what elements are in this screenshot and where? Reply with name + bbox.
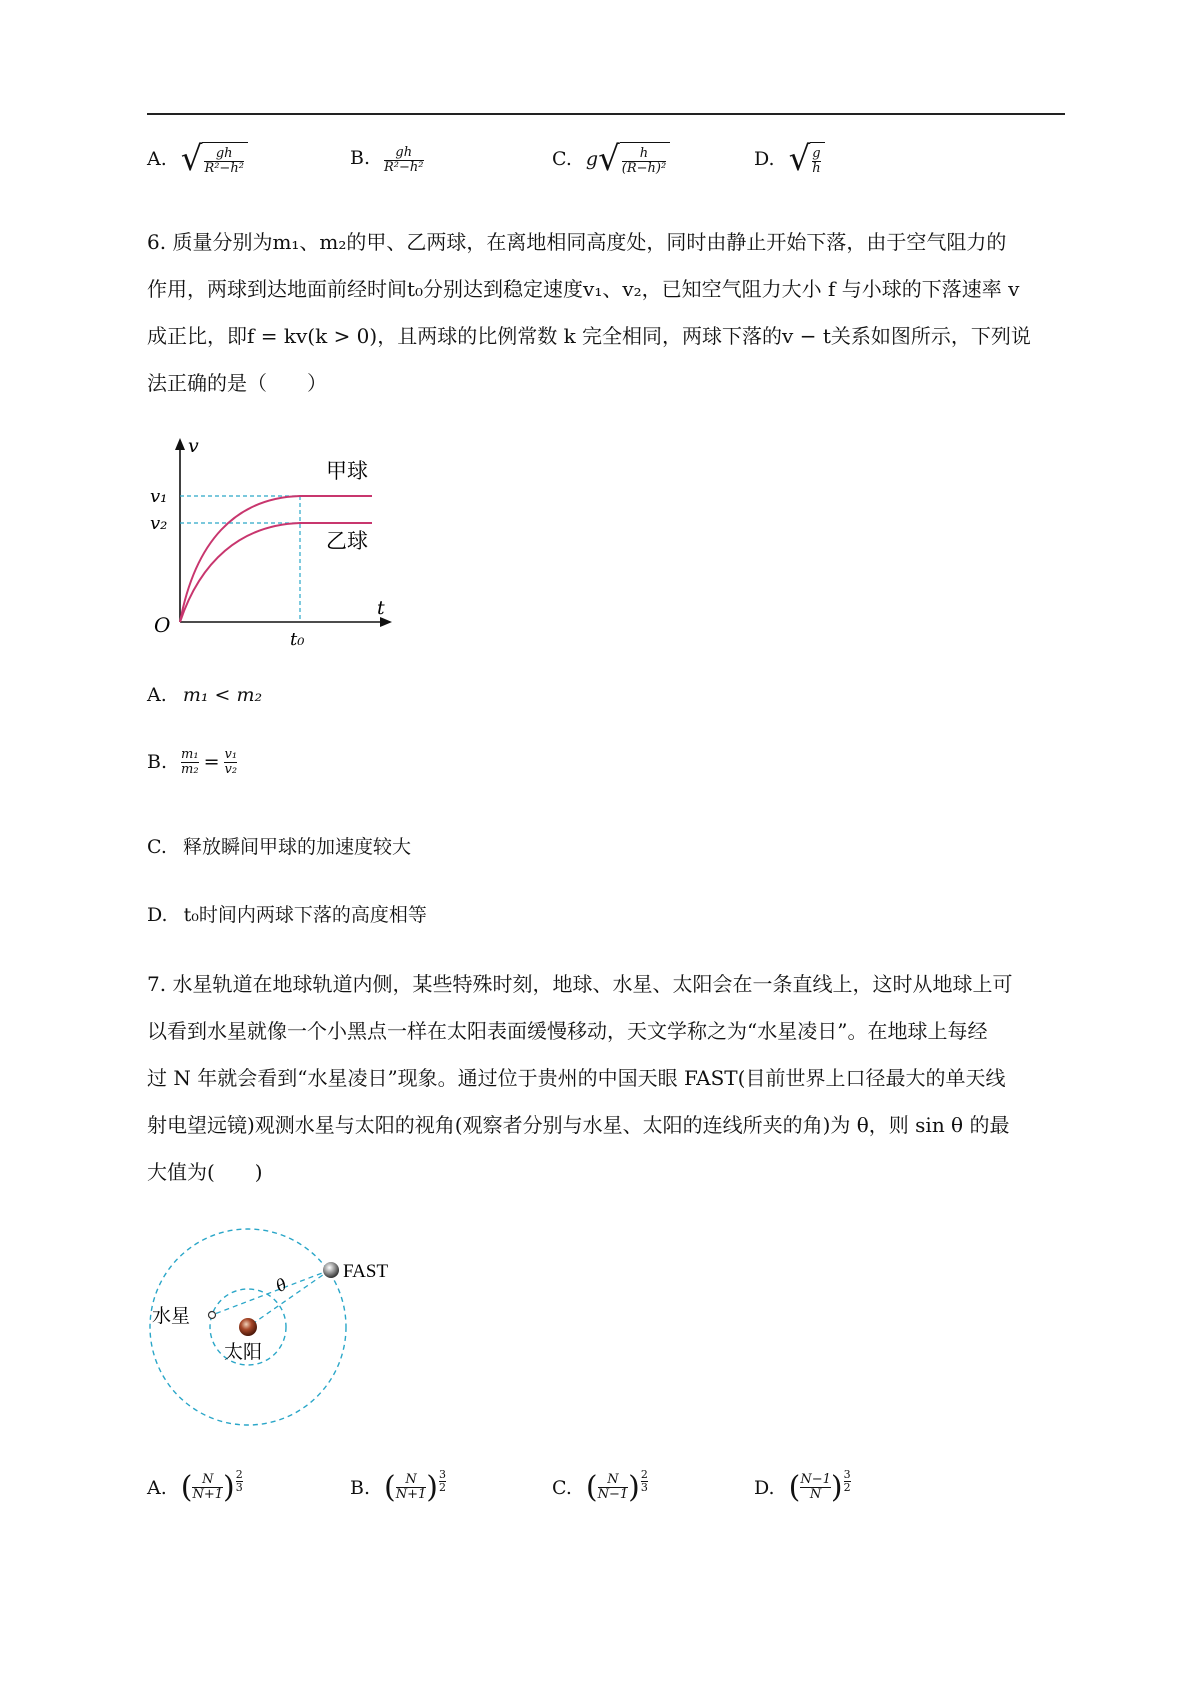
sqrt-expression: √ g h xyxy=(789,142,825,176)
q5-option-b[interactable] xyxy=(350,142,424,174)
q7-option-b[interactable]: B. ( N N+1 ) 3 2 xyxy=(350,1468,446,1505)
q5-option-d[interactable] xyxy=(754,139,825,179)
numerator: m₁ xyxy=(181,747,199,762)
q7-options xyxy=(147,1470,1065,1530)
option-label: A. xyxy=(147,684,167,706)
mercury-icon xyxy=(209,1312,216,1319)
option-label: C. xyxy=(552,1476,572,1499)
sqrt-expression: √ h (R−h)² xyxy=(598,142,670,176)
q6-vt-graph xyxy=(140,432,400,652)
q7-orbit-figure xyxy=(140,1220,420,1440)
option-label: B. xyxy=(350,147,371,170)
q7-line-5: 大值为( ) xyxy=(147,1160,263,1184)
option-text: t₀时间内两球下落的高度相等 xyxy=(183,904,427,926)
q7-line-4: 射电望远镜)观测水星与太阳的视角(观察者分别与水星、太阳的连线所夹的角)为 θ，则 sin θ 的最 xyxy=(147,1113,1010,1137)
denominator: m₂ xyxy=(181,761,199,777)
denominator: N xyxy=(809,1487,822,1502)
q7-option-a[interactable]: A. ( N N+1 ) 2 3 xyxy=(147,1468,243,1505)
q6-line-4: 法正确的是（ ） xyxy=(147,371,327,395)
numerator: N xyxy=(405,1472,417,1488)
exponent-numerator: 3 xyxy=(439,1468,446,1482)
exponent-numerator: 2 xyxy=(235,1468,243,1482)
y-axis-arrow-icon xyxy=(175,438,185,450)
x-axis-label: t xyxy=(377,597,385,619)
q6-option-a[interactable] xyxy=(147,684,262,706)
sun-icon xyxy=(239,1318,257,1336)
t0-label: t₀ xyxy=(290,629,305,650)
q5-options xyxy=(147,139,1065,192)
q6-line-2: 作用，两球到达地面前经时间t₀分别达到稳定速度v₁、v₂，已知空气阻力大小 f 与小球的下落速率 v xyxy=(147,277,1020,301)
exponent-denominator: 3 xyxy=(235,1481,243,1494)
option-label: C. xyxy=(552,148,572,170)
q5-option-a[interactable] xyxy=(147,139,248,179)
q7-line-2: 以看到水星就像一个小黑点一样在太阳表面缓慢移动，天文学称之为“水星凌日”。在地球上每经 xyxy=(147,1019,988,1043)
q7-stem xyxy=(147,961,1065,1196)
exponent-denominator: 2 xyxy=(439,1481,446,1494)
curve-yi-label: 乙球 xyxy=(326,529,368,553)
v1-label: v₁ xyxy=(150,486,168,507)
numerator: N xyxy=(607,1472,619,1488)
option-label: D. xyxy=(754,1476,775,1499)
q7-option-c[interactable]: C. ( N N−1 ) 2 3 xyxy=(552,1468,648,1505)
numerator: g xyxy=(812,145,821,161)
q6-option-b[interactable] xyxy=(147,748,237,776)
option-label: B. xyxy=(147,751,168,774)
origin-label: O xyxy=(154,613,171,637)
exponent-numerator: 3 xyxy=(843,1468,851,1482)
option-label: D. xyxy=(754,148,775,170)
q7-option-d[interactable]: D. ( N−1 N ) 3 2 xyxy=(754,1468,851,1505)
numerator: v₁ xyxy=(224,747,238,762)
numerator: gh xyxy=(215,145,233,161)
sqrt-expression: √ gh R²−h² xyxy=(181,142,248,176)
mercury-label: 水星 xyxy=(152,1305,191,1327)
y-axis-label: v xyxy=(188,435,199,457)
numerator: gh xyxy=(395,145,413,160)
exponent-denominator: 3 xyxy=(640,1481,648,1494)
equals-sign: = xyxy=(203,751,220,774)
header-rule xyxy=(147,113,1065,115)
option-label: A. xyxy=(147,148,167,170)
fast-label: FAST xyxy=(343,1261,389,1282)
sun-label: 太阳 xyxy=(224,1341,263,1363)
q7-line-1: 7. 水星轨道在地球轨道内侧，某些特殊时刻，地球、水星、太阳会在一条直线上，这时从地球上可 xyxy=(147,972,1013,996)
curve-jia xyxy=(180,496,372,622)
option-text: 释放瞬间甲球的加速度较大 xyxy=(182,836,411,858)
q6-line-1: 6. 质量分别为m₁、m₂的甲、乙两球，在离地相同高度处，同时由静止开始下落，由于空气阻力的 xyxy=(147,230,1007,254)
numerator: h xyxy=(639,145,649,161)
angle-label: θ xyxy=(272,1274,290,1296)
denominator: N+1 xyxy=(192,1487,224,1502)
option-label: C. xyxy=(147,836,167,858)
option-text: m₁ < m₂ xyxy=(182,684,263,706)
denominator: R²−h² xyxy=(204,160,244,176)
option-label: D. xyxy=(147,904,168,926)
fast-telescope-icon xyxy=(323,1262,339,1278)
denominator: R²−h² xyxy=(384,159,424,175)
exponent-denominator: 2 xyxy=(843,1481,851,1494)
numerator: N−1 xyxy=(800,1472,831,1488)
option-label: A. xyxy=(147,1476,167,1499)
q6-option-c[interactable] xyxy=(147,832,411,859)
q6-stem xyxy=(147,219,1065,407)
prefix: g xyxy=(585,148,599,170)
denominator: (R−h)² xyxy=(621,160,667,176)
v2-label: v₂ xyxy=(150,513,168,534)
exponent-numerator: 2 xyxy=(640,1468,648,1482)
denominator: h xyxy=(812,160,821,176)
denominator: N+1 xyxy=(395,1487,427,1502)
q6-option-d[interactable] xyxy=(147,900,427,927)
denominator: v₂ xyxy=(224,761,238,777)
denominator: N−1 xyxy=(597,1487,629,1502)
q5-option-c[interactable] xyxy=(552,139,670,179)
fast-mercury-line xyxy=(212,1270,330,1315)
q6-line-3: 成正比，即f = kv(k > 0)，且两球的比例常数 k 完全相同，两球下落的v − t关系如图所示，下列说 xyxy=(147,324,1031,348)
curve-jia-label: 甲球 xyxy=(326,459,368,483)
fast-sun-line xyxy=(248,1270,330,1327)
numerator: N xyxy=(202,1472,214,1488)
option-label: B. xyxy=(350,1476,371,1499)
q7-line-3: 过 N 年就会看到“水星凌日”现象。通过位于贵州的中国天眼 FAST(目前世界上口径最大的单天线 xyxy=(147,1066,1006,1090)
